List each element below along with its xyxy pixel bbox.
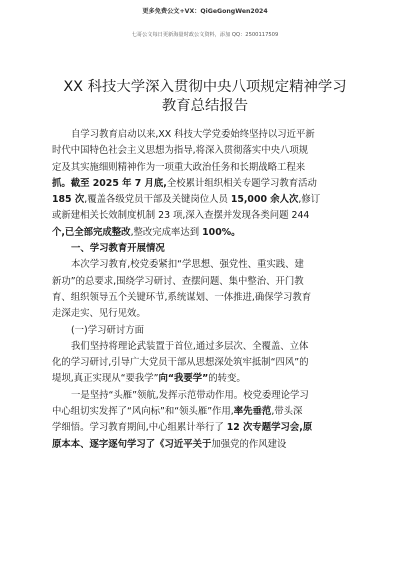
text-line: [52, 371, 364, 387]
paragraph-study: [52, 339, 364, 388]
bold-text: 12 次专题学习会,原: [226, 422, 313, 434]
text-line: [52, 404, 364, 420]
bold-text: 习近平关于: [164, 438, 212, 450]
bold-text: 原本本、逐字逐句学习了《: [52, 438, 165, 450]
title-line-2: 教育总结报告: [161, 98, 249, 114]
text-span: ,整改完成率达到: [130, 226, 203, 238]
bold-text: 向“我要学”: [158, 373, 209, 385]
subsection-heading-1: (一)学习研讨方面: [71, 324, 144, 336]
text-line: 自学习教育启动以来,XX 科技大学党委始终坚持以习近平新: [71, 129, 315, 140]
top-watermark: 更多免费公文+VX：QiGeGongWen2024: [142, 8, 268, 15]
text-line: 一是坚持“头雁”领航,发挥示范带动作用。校党委理论学习: [71, 389, 309, 401]
text-line: 我们坚持将理论武装置于首位,通过多层次、全覆盖、立体: [71, 340, 309, 352]
text-line: 定及其实施细则精神作为一项重大政治任务和长期战略工程来: [52, 161, 306, 173]
text-line: 或新建相关长效制度机制 23 项,深入查摆并发现各类问题 244: [52, 210, 310, 222]
text-line: 本次学习教育,校党委紧扣“学思想、强党性、重实践、建: [71, 259, 304, 271]
text-span: ,覆盖各级党员干部及关键岗位人员: [84, 194, 231, 206]
text-line: 时代中国特色社会主义思想为指导,将深入贯彻落实中央八项规: [52, 145, 309, 157]
paragraph-overview: [52, 257, 364, 322]
document-body: [52, 127, 364, 453]
text-line: 化的学习研讨,引导广大党员干部从思想深处筑牢抵制“四风”的: [52, 357, 309, 369]
document-title: [0, 78, 410, 116]
section-heading-1: 一、学习教育开展情况: [71, 243, 165, 255]
text-span: ,修订: [298, 194, 321, 206]
header-note: 七哥公文每日更新海量时政公文资料，添加 QQ：2500117509: [131, 32, 279, 38]
text-line: [52, 176, 364, 192]
bold-text: 抓。截至 2025 年 7 月底,: [52, 177, 167, 189]
text-line: [52, 225, 364, 241]
bold-text: 100%。: [202, 226, 241, 238]
text-span: 全校累计组织相关专题学习教育活动: [166, 177, 317, 189]
text-line: 走深走实、见行见效。: [52, 308, 146, 320]
text-span: 加强党的作风建设: [211, 438, 287, 450]
text-line: [52, 420, 364, 436]
text-line: [52, 192, 364, 208]
text-line: [52, 437, 364, 453]
bold-text: 15,000 余人次: [230, 194, 299, 206]
title-line-1: XX 科技大学深入贯彻中央八项规定精神学习: [63, 79, 347, 95]
bold-text: 个,已全部完成整改: [52, 226, 131, 238]
text-span: 的转变。: [208, 373, 246, 385]
text-span: 学细悟。学习教育期间,中心组累计举行了: [52, 422, 227, 434]
bold-text: 185 次: [52, 194, 85, 206]
paragraph-intro: [52, 127, 364, 241]
paragraph-leadership: [52, 388, 364, 453]
text-span: ,带头深: [271, 406, 303, 418]
text-line: 新功”的总要求,围绕学习研讨、查摆问题、集中整治、开门教: [52, 275, 304, 287]
text-span: 堤坝,真正实现从“要我学”: [52, 373, 159, 385]
bold-text: 率先垂范: [233, 406, 272, 418]
text-span: 中心组切实发挥了“风向标”和“领头雁”作用,: [52, 406, 234, 418]
text-line: 育、组织领导五个关键环节,系统谋划、一体推进,确保学习教育: [52, 291, 312, 303]
